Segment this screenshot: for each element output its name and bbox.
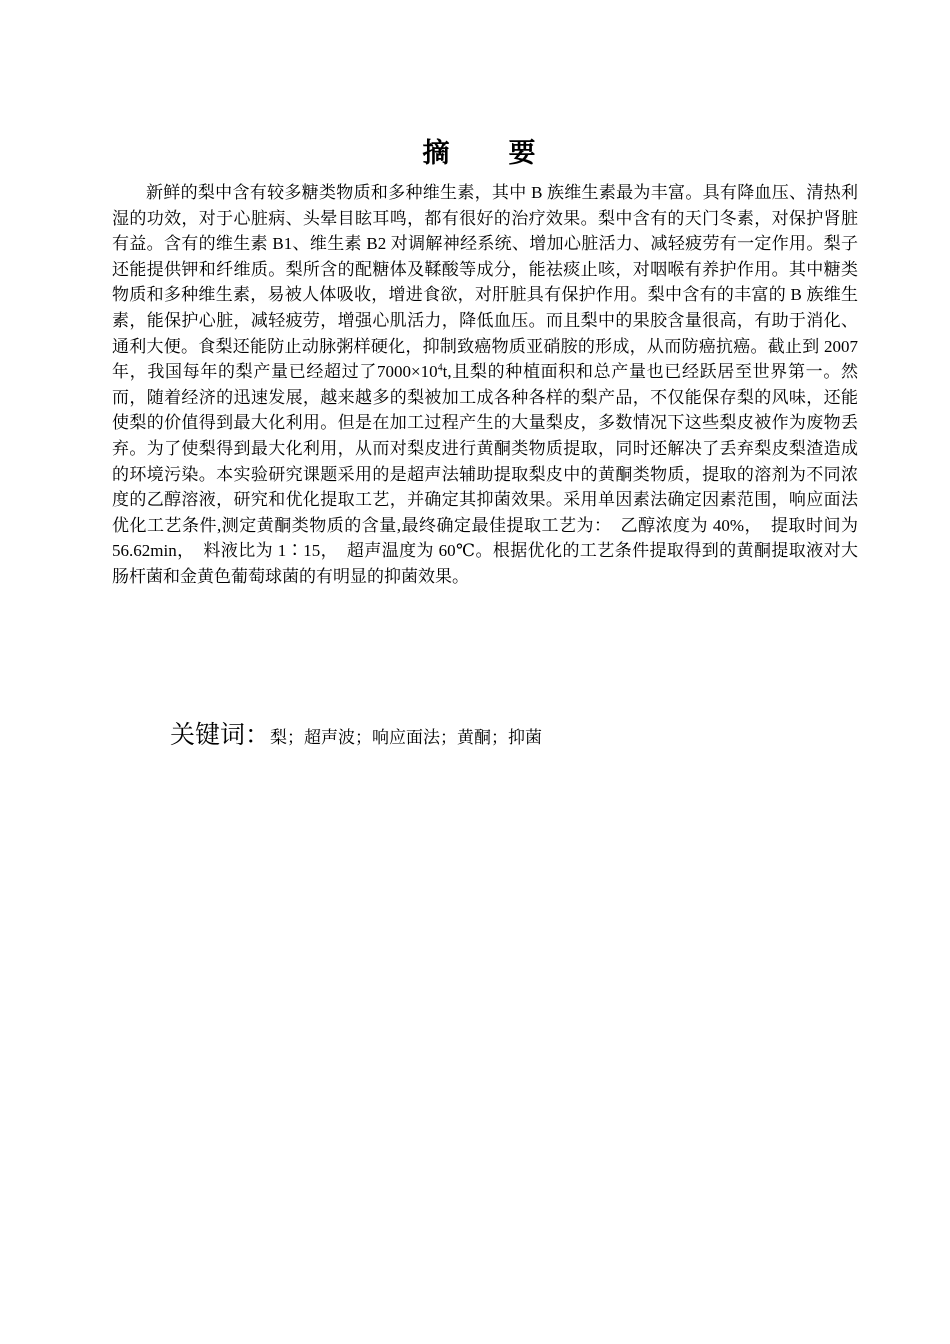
abstract-text-part2: t,且梨的种植面积和总产量也已经跃居至世界第一。然而，随着经济的迅速发展，越来越多的梨被加工成各种各样的梨产品，不仅能保存梨的风味，还能使梨的价值得到最大化利用。但是在加工过程产生的大量梨皮，多数情况下这些梨皮被作为废物丢弃。为了使梨得到最大化利用，从而对梨皮进行黄酮类物质提取，同时还解决了丢弃梨皮梨渣造成的环境污染。本实验研究课题采用的是超声法辅助提取梨皮中的黄酮类物质，提取的溶剂为不同浓度的乙醇溶液，研究和优化提取工艺，并确定其抑菌效果。采用单因素法确定因素范围，响应面法优化工艺条件,测定黄酮类物质的含量,最终确定最佳提取工艺为： 乙醇浓度为 40%， 提取时间为 56.62min， 料液比为 1∶15， 超声温度为 60℃。根据优化的工艺条件提取得到的黄酮提取液对大肠杆菌和金黄色葡萄球菌的有明显的抑菌效果。 (112, 362, 858, 586)
abstract-superscript: 4 (437, 362, 443, 374)
keywords-line (170, 718, 870, 756)
keywords-text: 梨；超声波；响应面法；黄酮；抑菌 (270, 728, 543, 747)
abstract-body (112, 180, 858, 590)
abstract-title: 摘 要 (422, 138, 552, 169)
abstract-text-part1: 新鲜的梨中含有较多糖类物质和多种维生素，其中 B 族维生素最为丰富。具有降血压、清热利湿的功效，对于心脏病、头晕目眩耳鸣，都有很好的治疗效果。梨中含有的天门冬素，对保护肾脏有益。含有的维生素 B1、维生素 B2 对调解神经系统、增加心脏活力、减轻疲劳有一定作用。梨子还能提供钾和纤维质。梨所含的配糖体及鞣酸等成分，能祛痰止咳，对咽喉有养护作用。其中糖类物质和多种维生素，易被人体吸收，增进食欲，对肝脏具有保护作用。梨中含有的丰富的 B 族维生素，能保护心脏，减轻疲劳，增强心肌活力，降低血压。而且梨中的果胶含量很高，有助于消化、通利大便。食梨还能防止动脉粥样硬化，抑制致癌物质亚硝胺的形成，从而防癌抗癌。截止到 2007 年，我国每年的梨产量已经超过了7000×10 (112, 183, 858, 382)
keywords-label: 关键词： (170, 720, 271, 749)
